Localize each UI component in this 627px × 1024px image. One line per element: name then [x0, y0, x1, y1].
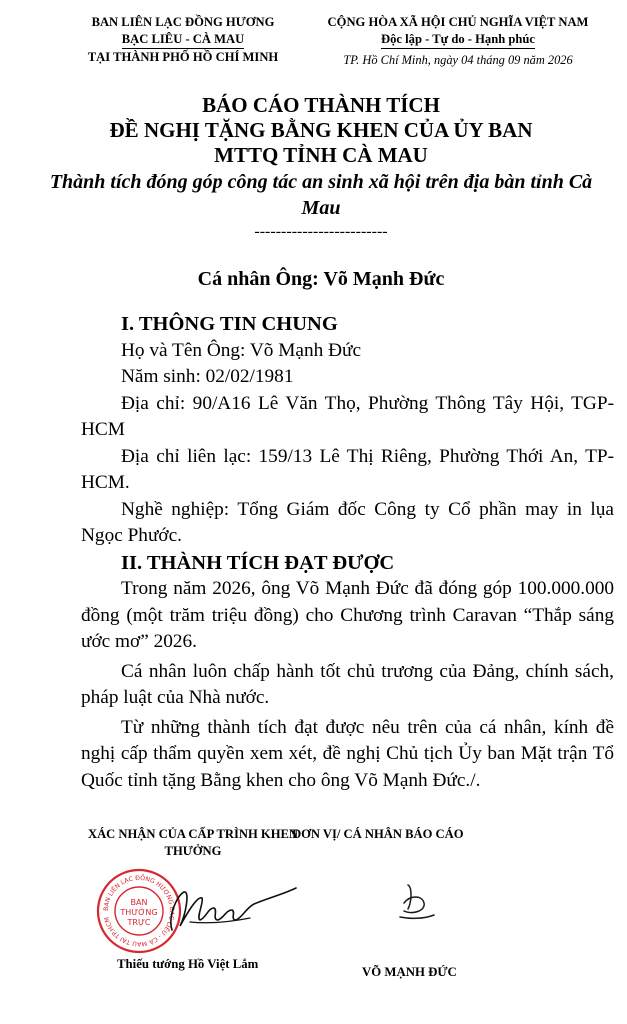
approver-name: Thiếu tướng Hồ Việt Lắm [117, 957, 259, 971]
report-title-block [40, 93, 602, 241]
stamp-ring-text: BAN LIÊN LẠC ĐỒNG HƯƠNG BẠC LIÊU - CÀ MAU TẠI TP.HCM [102, 874, 176, 948]
national-motto: Độc lập - Tự do - Hạnh phúc [381, 31, 535, 49]
reporter-signature [390, 875, 440, 925]
report-body [81, 311, 614, 794]
info-contact: Địa chỉ liên lạc: 159/13 Lê Thị Riêng, Phường Thới An, TP-HCM. [81, 445, 614, 493]
title-line-3: MTTQ TỈNH CÀ MAU [214, 143, 428, 167]
reporter-title: ĐƠN VỊ/ CÁ NHÂN BÁO CÁO [292, 827, 464, 841]
stamp-center-line-3: TRỰC [127, 918, 151, 927]
stamp-center-line-2: THƯỜNG [120, 908, 158, 917]
info-birth: Năm sinh: 02/02/1981 [121, 366, 294, 387]
reporter-name: VÕ MẠNH ĐỨC [362, 965, 457, 979]
info-job: Nghề nghiệp: Tổng Giám đốc Công ty Cổ phần may in lụa Ngọc Phước. [81, 498, 614, 546]
approver-title: XÁC NHẬN CỦA CẤP TRÌNH KHEN THƯỞNG [87, 827, 299, 858]
info-address: Địa chỉ: 90/A16 Lê Văn Thọ, Phường Thông Tây Hội, TGP-HCM [81, 392, 614, 440]
section-2-heading: II. THÀNH TÍCH ĐẠT ĐƯỢC [121, 551, 395, 574]
report-subtitle: Thành tích đóng góp công tác an sinh xã hội trên địa bàn tỉnh Cà Mau [49, 171, 593, 219]
org-line-2: BẠC LIÊU - CÀ MAU [122, 31, 244, 49]
title-line-2: ĐỀ NGHỊ TẶNG BẰNG KHEN CỦA ỦY BAN [109, 118, 533, 142]
title-line-1: BÁO CÁO THÀNH TÍCH [202, 93, 440, 117]
date-line: TP. Hồ Chí Minh, ngày 04 tháng 09 năm 2026 [343, 53, 573, 67]
stamp-center-line-1: BAN [130, 898, 148, 907]
section-1-heading: I. THÔNG TIN CHUNG [121, 313, 338, 335]
achievement-paragraph-3: Từ những thành tích đạt được nêu trên của cá nhân, kính đề nghị cấp thẩm quyền xem xét, đề nghị Chủ tịch Ủy ban Mặt trận Tổ Quốc tỉnh tặng Bằng khen cho ông Võ Mạnh Đức./. [81, 716, 614, 791]
national-header [296, 14, 620, 69]
achievement-paragraph-2: Cá nhân luôn chấp hành tốt chủ trương của Đảng, chính sách, pháp luật của Nhà nước. [81, 660, 614, 708]
nation-name: CỘNG HÒA XÃ HỘI CHỦ NGHĨA VIỆT NAM [327, 15, 589, 29]
info-name: Họ và Tên Ông: Võ Mạnh Đức [121, 339, 362, 361]
title-separator: ------------------------- [254, 223, 388, 240]
person-heading: Cá nhân Ông: Võ Mạnh Đức [197, 268, 445, 290]
approver-signature [150, 878, 300, 938]
org-line-3: TẠI THÀNH PHỐ HỒ CHÍ MINH [87, 50, 279, 64]
org-line-1: BAN LIÊN LẠC ĐỒNG HƯƠNG [91, 15, 275, 29]
achievement-paragraph-1: Trong năm 2026, ông Võ Mạnh Đức đã đóng góp 100.000.000 đồng (một trăm triệu đồng) cho Chương trình Caravan “Thắp sáng ước mơ” 2026. [81, 578, 614, 652]
organization-header [68, 14, 298, 66]
